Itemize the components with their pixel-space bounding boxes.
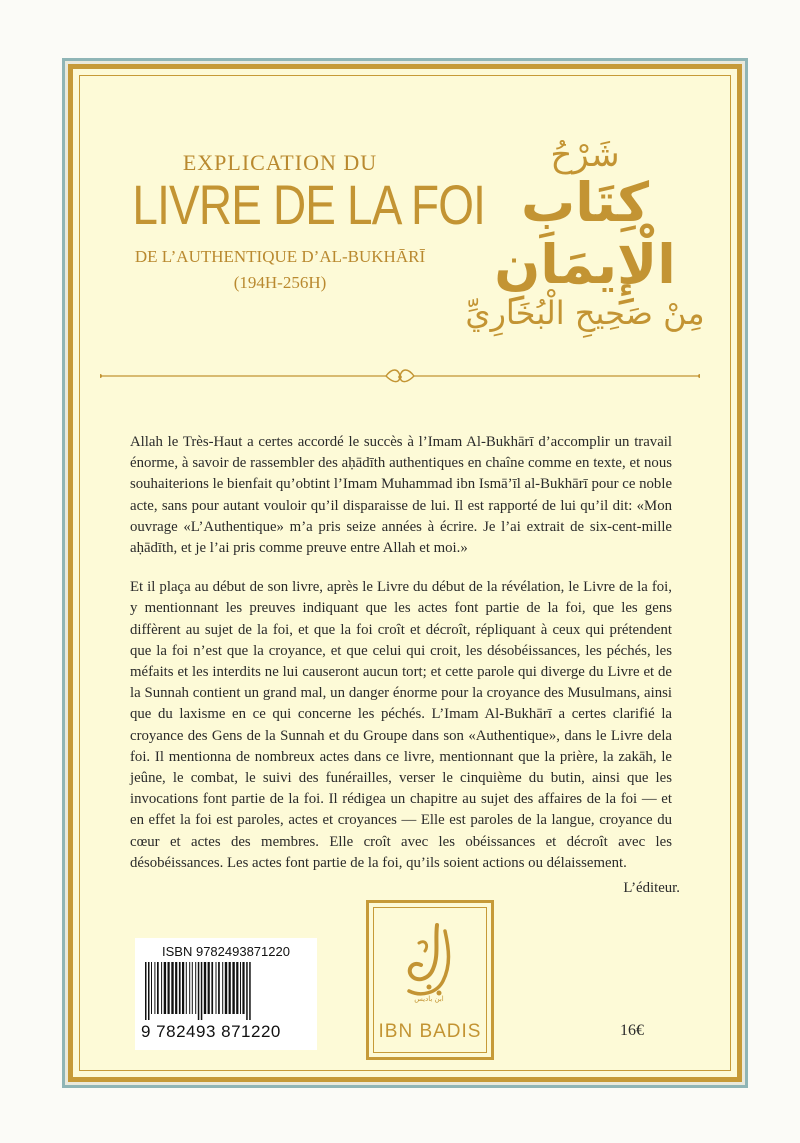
ornament-divider (100, 368, 700, 388)
barcode-bar (164, 962, 166, 1014)
barcode-bar (145, 962, 147, 1020)
publisher-logo (366, 900, 494, 1060)
barcode-bar (222, 962, 223, 1014)
publisher-name: IBN BADIS (378, 1021, 482, 1042)
title-main: LIVRE DE LA FOI (132, 173, 486, 236)
barcode-bar (151, 962, 152, 1014)
barcode-bar (182, 962, 184, 1014)
barcode-bar (189, 962, 190, 1014)
barcode-bar (175, 962, 177, 1014)
barcode-bar (246, 962, 248, 1020)
barcode-bar (229, 962, 231, 1014)
barcode-bar (154, 962, 155, 1014)
paragraph-2: Et il plaça au début de son livre, après le Livre du début de la révélation, le Livre de la foi, y mentionnant les preuves indiquant que les actes font partie de la foi, que les gens diffèrent au sujet de la foi, et que la foi croît et décroît, répliquant à ceux qui prétendent que la foi n’est que la croyance, et que celui qui croit, les désobéissances, les péchés, les méfaits et les interdits ne lui causeront aucun tort; et cette parole qui diverge du Livre et de la Sunnah contient un grand mal, un danger énorme pour la croyance des Musulmans, ainsi que du laxisme en ce qui concerne les péchés. L’Imam Al-Bukhārī a certes clarifié la croyance des Gens de la Sunnah et du Groupe dans son «Authentique», dans le Livre dela foi. Il mentionna de nombreux actes dans ce livre, mentionnant que la prière, la zakāh, le jeûne, le combat, le suivi des funérailles, verser le cinquième du butin, ainsi que les invocations font partie de la foi. Il rédigea un chapitre au sujet des affaires de la foi — et en effet la foi est paroles, actes et croyances — Elle est paroles de la langue, croyance du cœur et actes des membres. Elle croît avec les obéissances et décroît avec les désobéissances. Les actes font partie de la foi, qu’ils soient actions ou délaissement. (130, 579, 672, 871)
arabic-title-line-3: مِنْ صَحِيحِ الْبُخَارِيِّ (465, 294, 705, 333)
title-line-1: EXPLICATION DU (182, 150, 378, 175)
editor-signature: L’éditeur. (623, 880, 680, 896)
barcode-bar (198, 962, 200, 1020)
title-subtitle: DE L’AUTHENTIQUE D’AL-BUKHĀRĪ (134, 246, 426, 266)
french-title-block (100, 150, 486, 293)
barcode-bar (225, 962, 227, 1014)
barcode-bar (148, 962, 150, 1020)
isbn-label: ISBN 9782493871220 (162, 944, 290, 959)
barcode-bar (186, 962, 187, 1014)
back-cover-text (130, 432, 672, 892)
barcode-bar (218, 962, 220, 1014)
barcode-bar (157, 962, 159, 1014)
barcode-bar (216, 962, 217, 1014)
calligraphy-logo-icon (399, 921, 461, 1003)
barcode-bar (195, 962, 196, 1014)
barcode-bar (240, 962, 241, 1014)
paragraph-1: Allah le Très-Haut a certes accordé le succès à l’Imam Al-Bukhārī d’accomplir un travail énorme, à savoir de rassembler des aḥādīth authentiques en chaîne comme en texte, et nous souhaiterions le bienfait qu’obtint l’Imam Muhammad ibn Ismā’īl al-Bukhārī pour ce noble acte, sans pour autant vouloir qu’il disparaisse de lui. Il est rapporté de lui qu’il dit: «Mon ouvrage «L’Authentique» m’a pris seize années à écrire. Je l’ai extrait de six-cent-mille aḥādīth, et je l’ai pris comme preuve entre Allah et moi.» (130, 434, 673, 557)
barcode-bar (171, 962, 173, 1014)
barcode-digits: 9 782493 871220 (141, 1022, 281, 1041)
arabic-title-block (450, 135, 720, 333)
title-dates: (194H-256H) (233, 272, 327, 292)
arabic-title-line-2: كِتَابِ الْإِيمَانِ (494, 171, 676, 297)
barcode-bar (161, 962, 162, 1014)
barcode-bar (201, 962, 203, 1020)
barcode-bar (204, 962, 206, 1014)
barcode-bar (211, 962, 213, 1014)
barcode-bar (232, 962, 234, 1014)
barcode-bar (192, 962, 193, 1014)
logo-arabic-text: ابن باديس (414, 995, 444, 1003)
barcode-bar (179, 962, 181, 1014)
isbn-barcode (135, 938, 317, 1050)
barcode-bars (141, 962, 311, 1020)
barcode-bar (249, 962, 251, 1020)
barcode-bar (168, 962, 170, 1014)
price: 16€ (620, 1022, 644, 1039)
arabic-title-line-1: شَرْحُ (550, 135, 620, 175)
barcode-bar (236, 962, 238, 1014)
barcode-bar (208, 962, 210, 1014)
barcode-bar (242, 962, 244, 1014)
